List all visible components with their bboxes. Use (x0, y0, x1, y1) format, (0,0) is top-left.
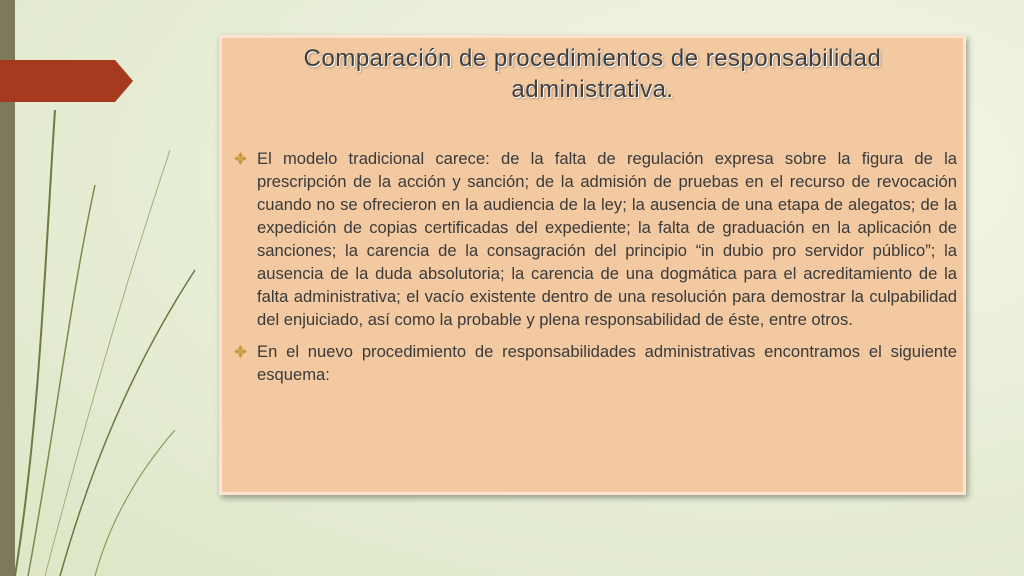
accent-tab (0, 60, 133, 102)
bullet-list (234, 147, 957, 395)
bullet-item (234, 340, 957, 386)
four-diamond-bullet-icon (234, 152, 247, 165)
bullet-item (234, 147, 957, 331)
slide-title: Comparación de procedimientos de responsabilidad administrativa. (303, 45, 882, 103)
four-diamond-bullet-icon (234, 345, 247, 358)
bullet-text: El modelo tradicional carece: de la falta de regulación expresa sobre la figura de la prescripción de la acción y sanción; de la admisión de pruebas en el recurso de revocación cuando no se ofrecieron en la audiencia de la ley; la ausencia de una etapa de alegatos; de la expedición de copias certificadas del expediente; la falta de graduación en la aplicación de sanciones; la carencia de la consagración del principio “in dubio pro servidor público”; la ausencia de la duda absolutoria; la carencia de una dogmática para el acreditamiento de la falta administrativa; el vacío existente dentro de una resolución para demostrar la culpabilidad del enjuiciado, así como la probable y plena responsabilidad de éste, entre otros. (257, 149, 957, 329)
content-panel (219, 35, 966, 495)
bullet-text: En el nuevo procedimiento de responsabilidades administrativas encontramos el siguiente esquema: (257, 342, 957, 384)
